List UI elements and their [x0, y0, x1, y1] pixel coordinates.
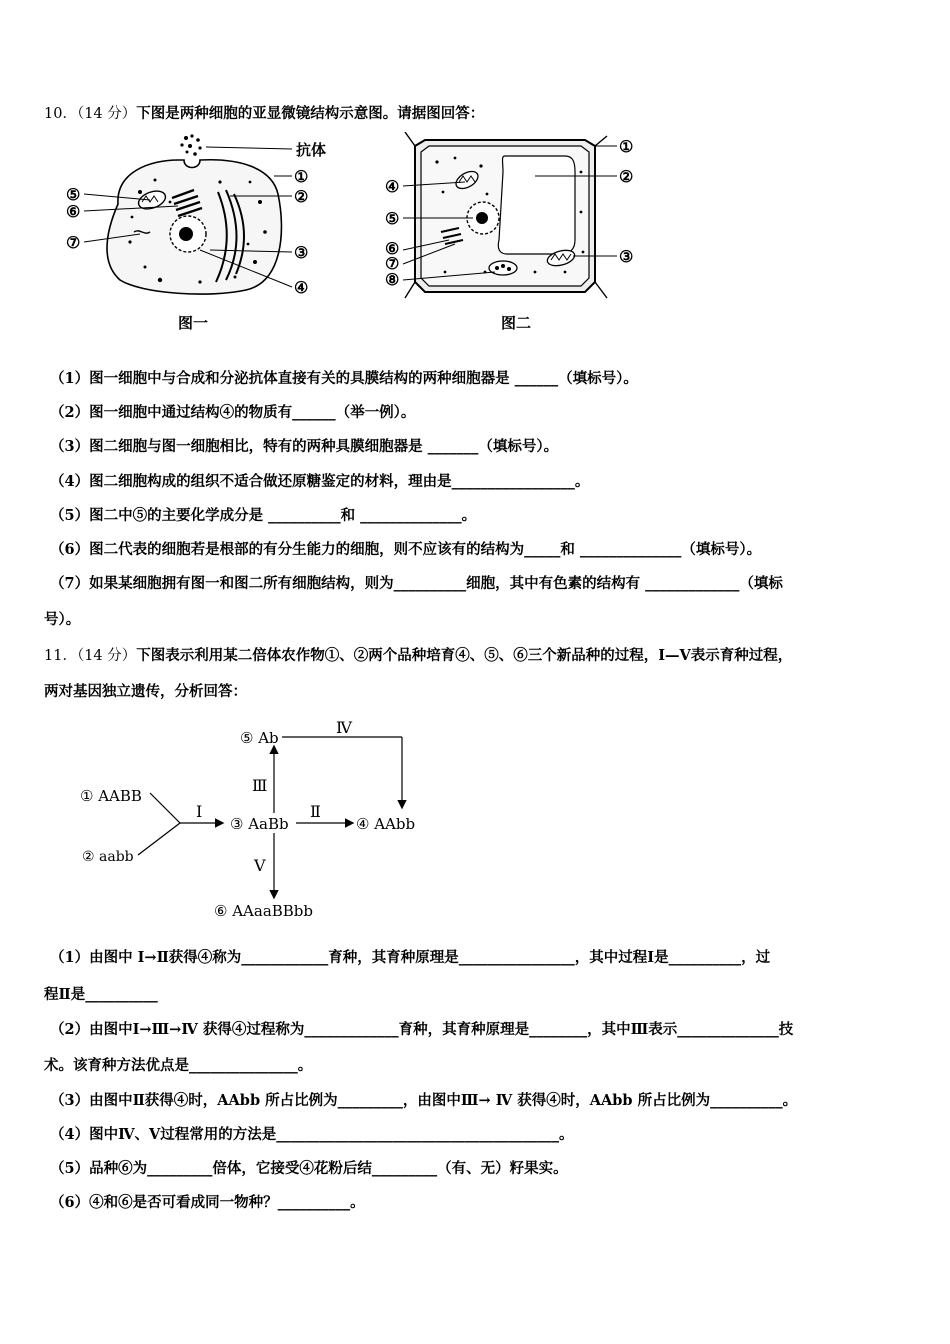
fig1-caption: 图一 — [178, 314, 209, 332]
node-6: ⑥ AAaaBBbb — [214, 902, 314, 920]
fig1-label-1: ① — [294, 167, 309, 186]
fig1-label-2: ② — [294, 187, 309, 206]
antibody-label: 抗体 — [296, 141, 327, 159]
q11-item-1-cont: 程Ⅱ是__________ — [44, 986, 158, 1003]
fig2-label-6: ⑥ — [385, 239, 400, 258]
fig2-label-8: ⑧ — [385, 270, 400, 289]
fig1-label-6: ⑥ — [66, 202, 81, 221]
plant-cell-diagram — [385, 132, 645, 337]
fig2-label-2: ② — [619, 167, 634, 186]
q10-score: （14 分） — [76, 106, 137, 122]
q10-item-2: （2）图一细胞中通过结构④的物质有______（举一例）。 — [50, 404, 416, 421]
q10-item-4: （4）图二细胞构成的组织不适合做还原糖鉴定的材料，理由是_________________。 — [50, 473, 590, 490]
fig2-label-3: ③ — [619, 247, 634, 266]
q10-item-1: （1）图一细胞中与合成和分泌抗体直接有关的具膜结构的两种细胞器是 ______（填标号）。 — [50, 370, 638, 387]
q11-item-4: （4）图中Ⅳ、Ⅴ过程常用的方法是_______________________________________。 — [50, 1126, 574, 1143]
fig2-caption: 图二 — [501, 314, 532, 332]
q10-item-7-cont: 号）。 — [44, 611, 81, 628]
node-1: ① AABB — [80, 787, 142, 805]
fig2-label-4: ④ — [385, 177, 400, 196]
q11-stem-2: 两对基因独立遗传，分析回答： — [44, 683, 247, 700]
q11-score: （14 分） — [76, 648, 137, 664]
q11-item-2: （2）由图中Ⅰ→Ⅲ→Ⅳ 获得④过程称为_____________育种，其育种原理是________，其中Ⅲ表示______________技 — [50, 1021, 794, 1038]
node-3: ③ AaBb — [230, 815, 289, 833]
process-3: Ⅲ — [252, 776, 268, 795]
node-5: ⑤ Ab — [240, 729, 279, 747]
q11-item-3: （3）由图中Ⅱ获得④时，AAbb 所占比例为_________，由图中Ⅲ→ Ⅳ 获得④时，AAbb 所占比例为__________。 — [50, 1092, 798, 1109]
q11-item-1: （1）由图中 Ⅰ→Ⅱ获得④称为____________育种，其育种原理是________________，其中过程Ⅰ是__________，过 — [50, 949, 771, 966]
q11-number: 11． — [44, 648, 77, 664]
fig1-label-3: ③ — [294, 243, 309, 262]
fig1-label-7: ⑦ — [66, 233, 81, 252]
q11-heading — [44, 646, 950, 666]
q11-item-5: （5）品种⑥为_________倍体，它接受④花粉后结_________（有、无）籽果实。 — [50, 1160, 568, 1177]
process-2: Ⅱ — [310, 802, 321, 821]
q10-item-6: （6）图二代表的细胞若是根部的有分生能力的细胞，则不应该有的结构为_____和 ______________（填标号）。 — [50, 541, 762, 558]
node-4: ④ AAbb — [356, 815, 416, 833]
breeding-diagram — [70, 715, 450, 925]
fig2-label-5: ⑤ — [385, 209, 400, 228]
process-1: Ⅰ — [196, 802, 203, 821]
node-2: ② aabb — [82, 849, 134, 865]
q10-stem: 下图是两种细胞的亚显微镜结构示意图。请据图回答： — [136, 105, 485, 122]
animal-cell-diagram — [60, 132, 340, 337]
q11-item-6: （6）④和⑥是否可看成同一物种？__________。 — [50, 1194, 365, 1211]
q10-item-3: （3）图二细胞与图一细胞相比，特有的两种具膜细胞器是 _______（填标号）。 — [50, 438, 559, 455]
process-4: Ⅳ — [336, 718, 352, 737]
q10-heading — [44, 104, 950, 124]
q10-number: 10． — [44, 106, 77, 122]
q10-item-5: （5）图二中⑤的主要化学成分是 __________和 ______________。 — [50, 507, 477, 524]
q11-stem-1: 下图表示利用某二倍体农作物①、②两个品种培育④、⑤、⑥三个新品种的过程，Ⅰ—Ⅴ表示育种过程， — [136, 647, 793, 664]
fig2-label-1: ① — [619, 137, 634, 156]
fig1-label-5: ⑤ — [66, 185, 81, 204]
fig1-label-4: ④ — [294, 278, 309, 297]
q10-item-7: （7）如果某细胞拥有图一和图二所有细胞结构，则为__________细胞，其中有色素的结构有 _____________（填标 — [50, 575, 783, 592]
q11-item-2-cont: 术。该育种方法优点是_______________。 — [44, 1057, 313, 1074]
fig2-label-7: ⑦ — [385, 254, 400, 273]
process-5: Ⅴ — [254, 856, 266, 875]
